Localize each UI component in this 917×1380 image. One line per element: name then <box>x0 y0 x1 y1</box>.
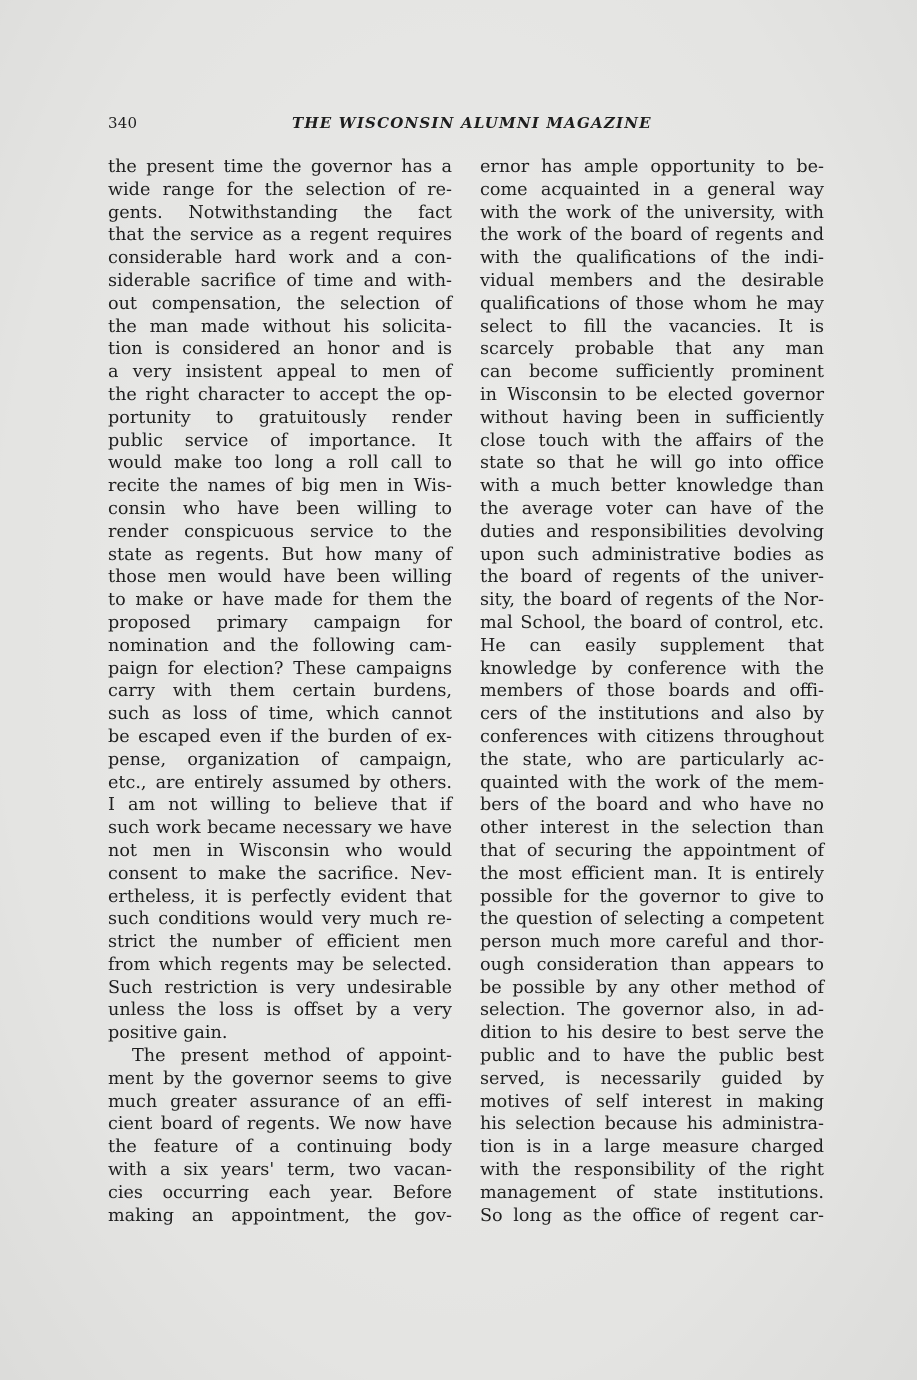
text-line: would make too long a roll call to <box>108 453 452 474</box>
text-line: dition to his desire to best serve the <box>480 1023 824 1044</box>
text-line: upon such administrative bodies as <box>480 544 824 565</box>
left-text-column <box>108 156 452 1227</box>
text-line: public service of importance. It <box>108 430 452 451</box>
text-line: So long as the office of regent car- <box>480 1205 824 1226</box>
text-line: close touch with the affairs of the <box>480 430 824 451</box>
text-line: nomination and the following cam- <box>108 635 452 656</box>
text-line: with a six years' term, two vacan- <box>108 1160 452 1181</box>
text-line: conferences with citizens throughout <box>480 726 824 747</box>
text-line: without having been in sufficiently <box>480 407 824 428</box>
text-line: pense, organization of campaign, <box>108 749 452 770</box>
text-line: possible for the governor to give to <box>480 886 824 907</box>
text-line: the man made without his solicita- <box>108 316 452 337</box>
text-line: strict the number of efficient men <box>108 932 452 953</box>
text-line: much greater assurance of an effi- <box>108 1091 452 1112</box>
text-line: mal School, the board of control, etc. <box>480 612 824 633</box>
text-line: other interest in the selection than <box>480 818 824 839</box>
text-line: management of state institutions. <box>480 1182 824 1203</box>
text-line: the state, who are particularly ac- <box>480 749 824 770</box>
text-line: making an appointment, the gov- <box>108 1205 452 1226</box>
page-header <box>108 114 828 136</box>
text-line: consent to make the sacrifice. Nev- <box>108 863 452 884</box>
text-line: knowledge by conference with the <box>480 658 824 679</box>
text-line: ernor has ample opportunity to be- <box>480 157 824 177</box>
text-line: members of those boards and offi- <box>480 681 824 702</box>
text-line: state as regents. But how many of <box>108 544 452 565</box>
text-line: can become sufficiently prominent <box>480 362 824 383</box>
text-line: such as loss of time, which cannot <box>108 704 452 725</box>
text-line: wide range for the selection of re- <box>108 179 452 200</box>
text-line: cers of the institutions and also by <box>480 704 824 725</box>
text-line: render conspicuous service to the <box>108 521 452 542</box>
text-line: state so that he will go into office <box>480 453 824 474</box>
text-line: be escaped even if the burden of ex- <box>108 726 452 747</box>
text-line: The present method of appoint- <box>132 1046 452 1067</box>
text-line: person much more careful and thor- <box>480 932 824 953</box>
text-line: ough consideration than appears to <box>480 954 824 975</box>
text-line: with the responsibility of the right <box>480 1160 824 1181</box>
text-line: the board of regents of the univer- <box>480 567 824 588</box>
running-title: THE WISCONSIN ALUMNI MAGAZINE <box>292 114 652 132</box>
text-line: Such restriction is very undesirable <box>108 977 452 998</box>
text-line: He can easily supplement that <box>480 635 824 656</box>
text-line: in Wisconsin to be elected governor <box>480 384 824 405</box>
right-text-column <box>480 156 824 1227</box>
text-line: the most efficient man. It is entirely <box>480 863 824 884</box>
text-line: qualifications of those whom he may <box>480 293 824 314</box>
text-line: bers of the board and who have no <box>480 795 824 816</box>
text-line: gents. Notwithstanding the fact <box>108 202 452 223</box>
text-line: the present time the governor has a <box>108 157 452 177</box>
text-line: ertheless, it is perfectly evident that <box>108 886 452 907</box>
text-line: come acquainted in a general way <box>480 179 824 200</box>
page-number: 340 <box>108 114 138 132</box>
text-line: such work became necessary we have <box>108 818 452 839</box>
text-line: not men in Wisconsin who would <box>108 840 452 861</box>
text-line: that of securing the appointment of <box>480 840 824 861</box>
text-line: the right character to accept the op- <box>108 384 452 405</box>
text-line: selection. The governor also, in ad- <box>480 1000 824 1021</box>
text-line: with the work of the university, with <box>480 202 824 223</box>
text-line: the question of selecting a competent <box>480 909 824 930</box>
text-line: his selection because his administra- <box>480 1114 824 1135</box>
text-line: to make or have made for them the <box>108 590 452 611</box>
text-line: vidual members and the desirable <box>480 270 824 291</box>
text-line: out compensation, the selection of <box>108 293 452 314</box>
text-line: with a much better knowledge than <box>480 476 824 497</box>
text-line: be possible by any other method of <box>480 977 824 998</box>
text-line: quainted with the work of the mem- <box>480 772 824 793</box>
text-line: the feature of a continuing body <box>108 1137 452 1158</box>
text-line: motives of self interest in making <box>480 1091 824 1112</box>
text-line: carry with them certain burdens, <box>108 681 452 702</box>
text-line: with the qualifications of the indi- <box>480 248 824 269</box>
text-line: cient board of regents. We now have <box>108 1114 452 1135</box>
text-line: a very insistent appeal to men of <box>108 362 452 383</box>
text-line: considerable hard work and a con- <box>108 248 452 269</box>
text-line: that the service as a regent requires <box>108 225 452 246</box>
text-line: siderable sacrifice of time and with- <box>108 270 452 291</box>
text-line: those men would have been willing <box>108 567 452 588</box>
text-line: such conditions would very much re- <box>108 909 452 930</box>
text-line: cies occurring each year. Before <box>108 1182 452 1203</box>
text-line: positive gain. <box>108 1023 228 1044</box>
text-line: select to fill the vacancies. It is <box>480 316 824 337</box>
text-line: from which regents may be selected. <box>108 954 452 975</box>
text-line: duties and responsibilities devolving <box>480 521 824 542</box>
text-line: the average voter can have of the <box>480 498 824 519</box>
text-line: served, is necessarily guided by <box>480 1068 824 1089</box>
text-line: tion is in a large measure charged <box>480 1137 824 1158</box>
text-line: paign for election? These campaigns <box>108 658 452 679</box>
text-line: public and to have the public best <box>480 1046 824 1067</box>
text-line: scarcely probable that any man <box>480 339 824 360</box>
text-line: proposed primary campaign for <box>108 612 452 633</box>
text-line: the work of the board of regents and <box>480 225 824 246</box>
text-line: unless the loss is offset by a very <box>108 1000 452 1021</box>
text-line: sity, the board of regents of the Nor- <box>480 590 824 611</box>
text-line: portunity to gratuitously render <box>108 407 452 428</box>
text-line: recite the names of big men in Wis- <box>108 476 452 497</box>
text-line: tion is considered an honor and is <box>108 339 452 360</box>
text-line: I am not willing to believe that if <box>108 795 452 816</box>
text-line: consin who have been willing to <box>108 498 452 519</box>
text-line: etc., are entirely assumed by others. <box>108 772 452 793</box>
text-line: ment by the governor seems to give <box>108 1068 452 1089</box>
